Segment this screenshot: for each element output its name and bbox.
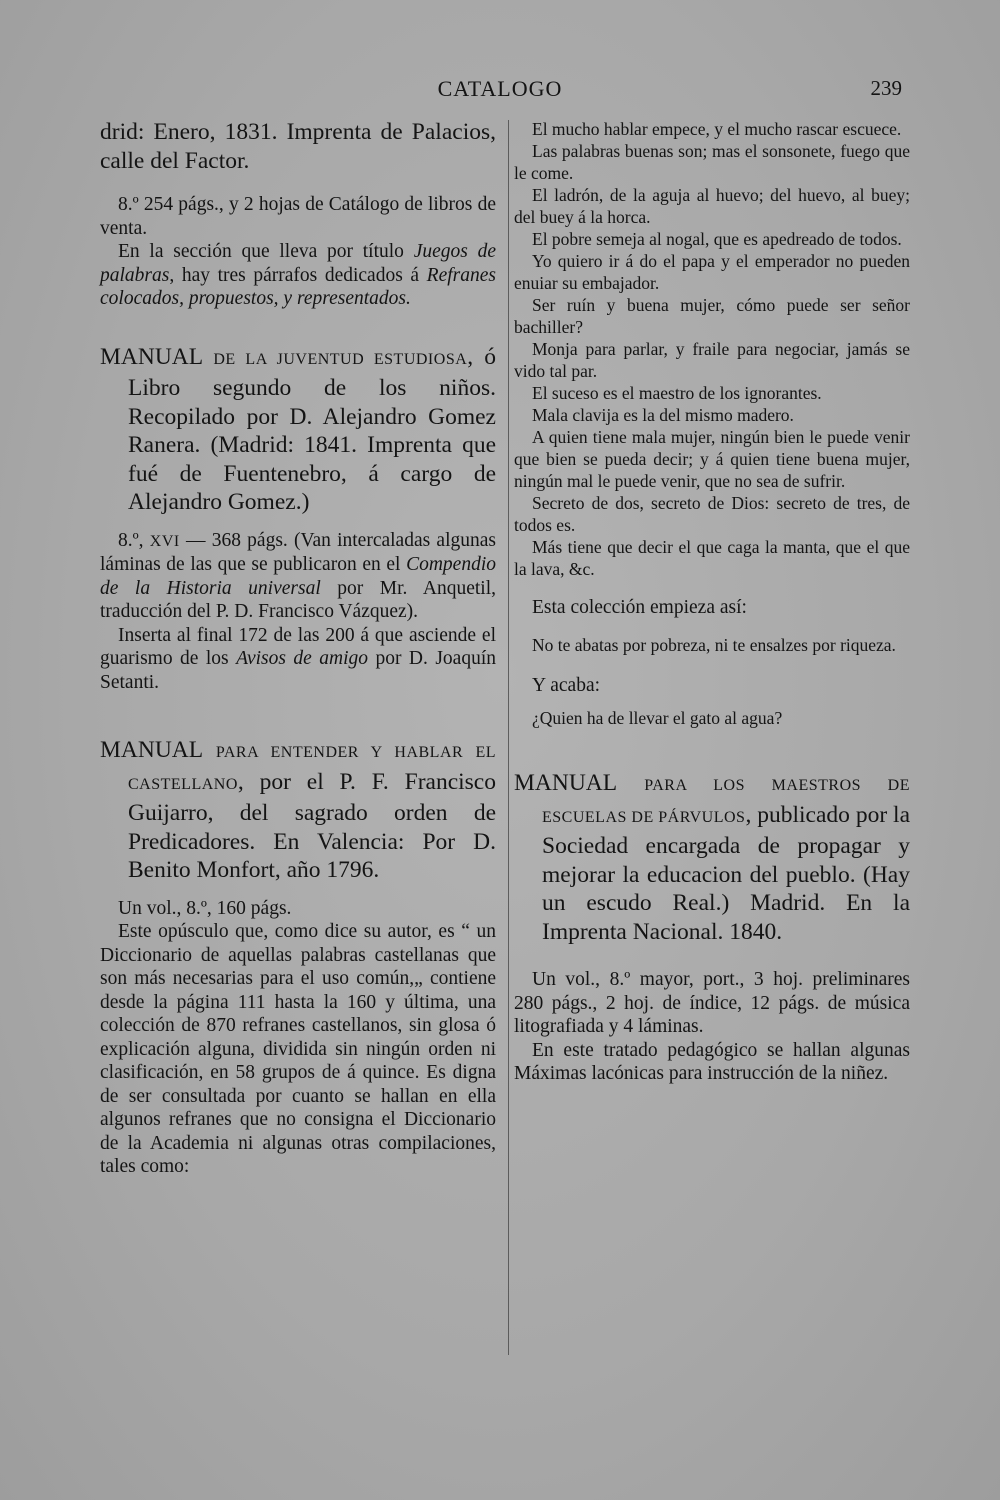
entry-heading-juventud: MANUAL DE LA JUVENTUD ESTUDIOSA, ó Libro segundo de los niños. Recopilado por D. Alejandro Gomez Ranera. (Madrid: 1841. Imprenta que fué de Fuentenebro, á cargo de Alejandro Gomez.) [100, 343, 497, 515]
entry-note: Este opúsculo que, como dice su autor, es “ un Diccionario de aquellas palabras castellanas que son más necesarias para el uso común,„ contiene desde la página 111 hasta la 160 y última, una colección de 870 refranes castellanos, sin glosa ó explicación alguna, dividida sin ningún orden ni clasificación, en 58 grupos de á quince. Es digna de ser consultada por cuanto se hallan en ella algunos refranes que no consigna el Diccionario de la Academia ni algunas otras compilaciones, tales como: [100, 921, 496, 1177]
proverb-item: Yo quiero ir á do el papa y el emperador no pueden enuiar su embajador. [514, 251, 910, 293]
proverb-item: El suceso es el maestro de los ignorantes. [532, 383, 822, 403]
entry-note: En este tratado pedagógico se hallan algunas Máximas lacónicas para instrucción de la niñez. [514, 1039, 910, 1084]
entry-continuation: drid: Enero, 1831. Imprenta de Palacios, calle del Factor. [100, 119, 496, 174]
column-divider [508, 120, 509, 1355]
proverb-item: El pobre semeja al nogal, que es apedreado de todos. [532, 229, 902, 249]
left-column [100, 118, 496, 1179]
proverb-list [514, 118, 910, 580]
entry-description: 8.º, XVI — 368 págs. (Van intercaladas algunas láminas de las que se publicaron en el Compendio de la Historia universal por Mr. Anquetil, traducción del P. D. Francisco Vázquez). [100, 529, 496, 622]
right-column [514, 118, 910, 1086]
proverb-item: Más tiene que decir el que caga la manta, que el que la lava, &c. [514, 537, 910, 579]
ends-quote: ¿Quien ha de llevar el gato al agua? [532, 708, 783, 728]
entry-description: Un vol., 8.º mayor, port., 3 hoj. preliminares 280 págs., 2 hoj. de índice, 12 págs. de música litografiada y 4 láminas. [514, 969, 910, 1037]
entry-description: Un vol., 8.º, 160 págs. [118, 897, 292, 919]
proverb-item: Secreto de dos, secreto de Dios: secreto de tres, de todos es. [514, 493, 910, 535]
entry-heading-castellano: MANUAL PARA ENTENDER Y HABLAR EL CASTELLANO, por el P. F. Francisco Guijarro, del sagrado orden de Predicadores. En Valencia: Por D. Benito Monfort, año 1796. [100, 737, 496, 883]
proverb-item: Ser ruín y buena mujer, cómo puede ser señor bachiller? [514, 295, 910, 337]
ends-label: Y acaba: [532, 674, 601, 696]
entry-description: 8.º 254 págs., y 2 hojas de Catálogo de libros de venta. [100, 194, 496, 239]
begins-quote: No te abatas por pobreza, ni te ensalzes por riqueza. [532, 634, 896, 655]
proverb-item: El ladrón, de la aguja al huevo; del huevo, al buey; del buey á la horca. [514, 185, 910, 227]
proverb-item: El mucho hablar empece, y el mucho rascar escuece. [532, 119, 902, 139]
proverb-item: Las palabras buenas son; mas el sonsonete, fuego que le come. [514, 141, 910, 183]
entry-heading-maestros: MANUAL PARA LOS MAESTROS DE ESCUELAS DE PÁRVULOS, publicado por la Sociedad encargada de propagar y mejorar la educacion del pueblo. (Hay un escudo Real.) Madrid. En la Imprenta Nacional. 1840. [514, 770, 910, 945]
proverb-item: A quien tiene mala mujer, ningún bien le puede venir que bien se pueda decir; y á quien tiene buena mujer, ningún mal le puede venir, que no sea de sufrir. [514, 427, 910, 491]
entry-note: En la sección que lleva por título Juegos de palabras, hay tres párrafos dedicados á Refranes colocados, propuestos, y representados. [100, 241, 496, 309]
begins-label: Esta colección empieza así: [532, 597, 747, 618]
page-number: 239 [870, 76, 902, 100]
entry-note: Inserta al final 172 de las 200 á que asciende el guarismo de los Avisos de amigo por D. Joaquín Setanti. [100, 624, 496, 693]
running-header: CATALOGO [437, 76, 563, 101]
proverb-item: Monja para parlar, y fraile para negociar, jamás se vido tal par. [514, 339, 910, 381]
proverb-item: Mala clavija es la del mismo madero. [532, 405, 794, 425]
